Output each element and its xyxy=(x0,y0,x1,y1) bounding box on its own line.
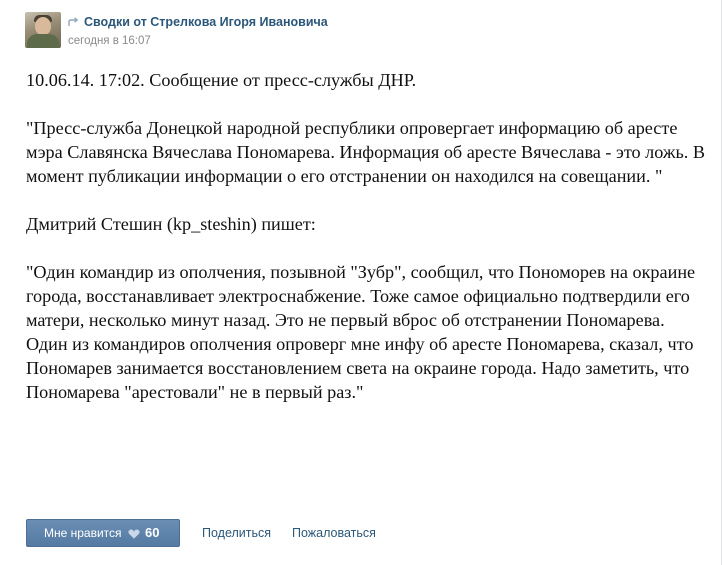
repost-arrow-icon xyxy=(68,17,79,27)
like-count: 60 xyxy=(145,525,160,540)
post-paragraph: 10.06.14. 17:02. Сообщение от пресс-службы ДНР. xyxy=(26,70,417,90)
avatar-uniform xyxy=(27,34,59,48)
avatar[interactable] xyxy=(25,12,61,48)
like-button[interactable] xyxy=(26,519,180,547)
share-link[interactable]: Поделиться xyxy=(202,526,272,540)
post-paragraph: "Один командир из ополчения, позывной "Зубр", сообщил, что Пономорев на окраине города, восстанавливает электроснабжение. Тоже самое официально подтвердили его матери, несколько минут назад. Это не первый вброс об отстранении Пономарева. Один из командиров ополчения опроверг мне инфу об аресте Пономарева, сказал, что Пономарев занимается восстановлением света на окраине города. Надо заметить, что Пономарева "арестовали" не в первый раз." xyxy=(26,262,696,402)
report-link[interactable]: Пожаловаться xyxy=(292,526,376,540)
post-text xyxy=(26,68,706,428)
post-paragraph: "Пресс-служба Донецкой народной республики опровергает информацию об аресте мэра Славянска Вячеслава Пономарева. Информация об аресте Вячеслава - это ложь. В момент публикации информации о его отстранении он находился на совещании. " xyxy=(26,118,705,186)
author-line xyxy=(68,15,328,29)
post-timestamp[interactable]: сегодня в 16:07 xyxy=(68,35,151,47)
post-paragraph: Дмитрий Стешин (kp_steshin) пишет: xyxy=(26,214,316,234)
heart-icon xyxy=(128,529,140,539)
avatar-face xyxy=(35,17,51,35)
like-label: Мне нравится xyxy=(44,526,122,540)
author-name-link[interactable]: Сводки от Стрелкова Игоря Ивановича xyxy=(84,15,328,29)
